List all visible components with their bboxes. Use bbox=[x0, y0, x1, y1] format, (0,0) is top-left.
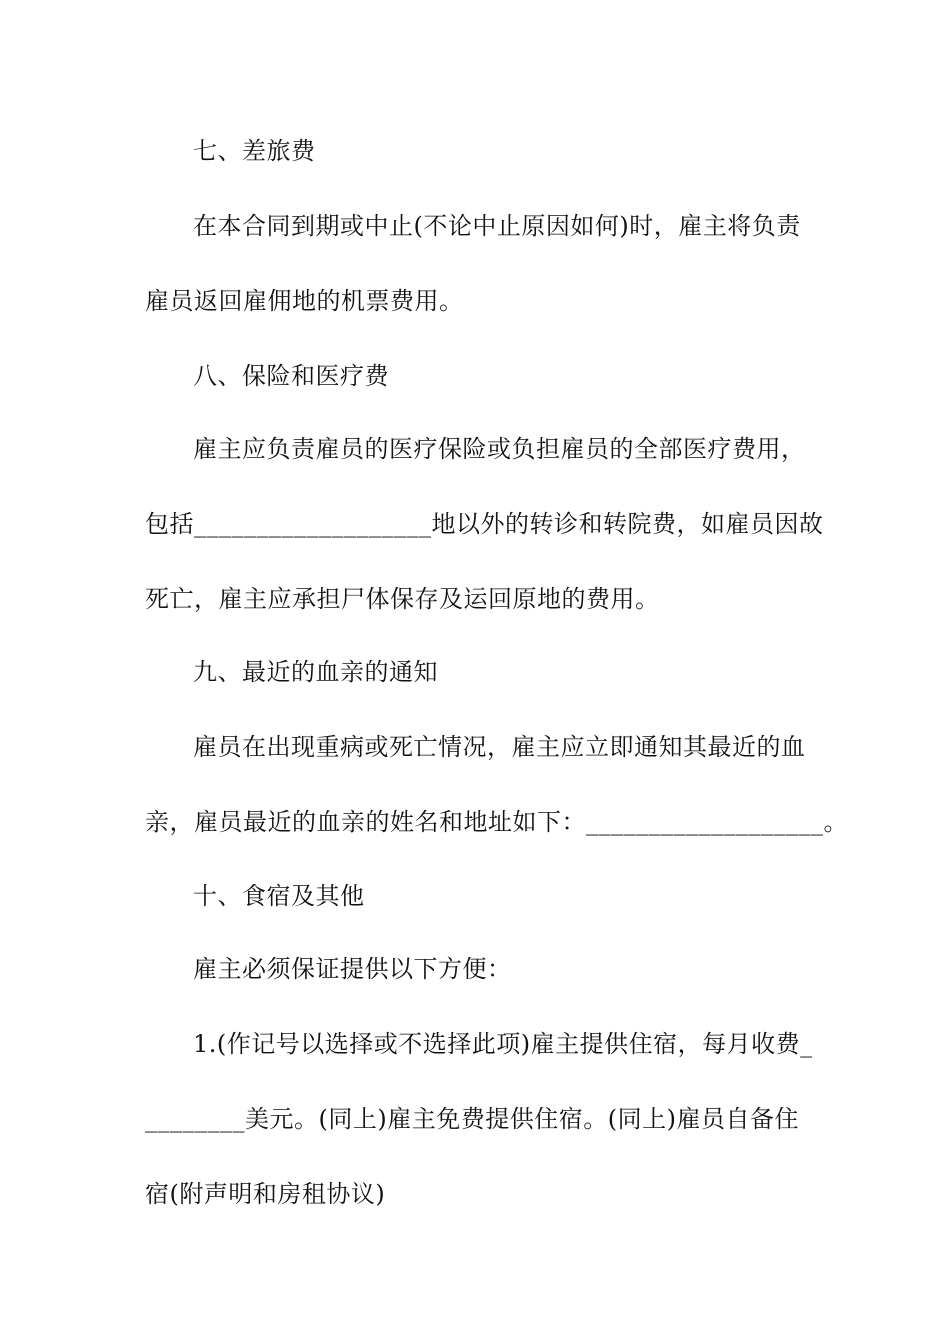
paragraph-line: 1.(作记号以选择或不选择此项)雇主提供住宿，每月收费_ bbox=[193, 1030, 813, 1058]
section-heading-insurance: 八、保险和医疗费 bbox=[193, 362, 389, 390]
section-heading-board-lodging: 十、食宿及其他 bbox=[193, 882, 365, 910]
paragraph-line: 雇员在出现重病或死亡情况，雇主应立即通知其最近的血 bbox=[193, 733, 806, 761]
paragraph-line: ________美元。(同上)雇主免费提供住宿。(同上)雇员自备住 bbox=[145, 1105, 799, 1133]
paragraph-line: 宿(附声明和房租协议) bbox=[145, 1180, 386, 1208]
section-heading-travel-expenses: 七、差旅费 bbox=[193, 137, 316, 165]
paragraph-line: 雇主应负责雇员的医疗保险或负担雇员的全部医疗费用， bbox=[193, 435, 806, 463]
section-heading-next-of-kin: 九、最近的血亲的通知 bbox=[193, 658, 438, 686]
paragraph-line: 包括___________________地以外的转诊和转院费，如雇员因故 bbox=[145, 510, 824, 538]
paragraph-line: 死亡，雇主应承担尸体保存及运回原地的费用。 bbox=[145, 585, 660, 613]
paragraph-line: 在本合同到期或中止(不论中止原因如何)时，雇主将负责 bbox=[193, 212, 801, 240]
paragraph-line: 亲，雇员最近的血亲的姓名和地址如下：___________________。 bbox=[145, 808, 848, 836]
paragraph-line: 雇主必须保证提供以下方便： bbox=[193, 955, 512, 983]
paragraph-line: 雇员返回雇佣地的机票费用。 bbox=[145, 287, 464, 315]
